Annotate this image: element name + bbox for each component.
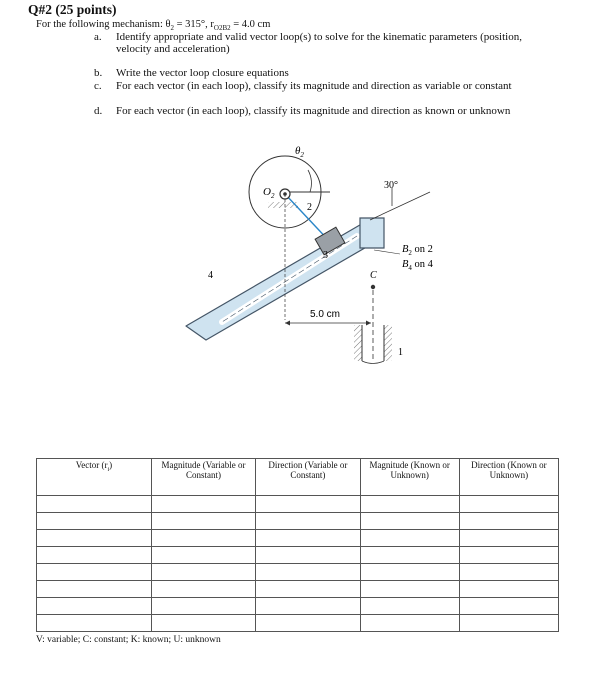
table-row	[37, 564, 559, 581]
table-cell	[360, 581, 459, 598]
question-title: Q#2 (25 points)	[28, 2, 117, 17]
table-cell	[360, 496, 459, 513]
angle-label: 30°	[384, 180, 398, 191]
point-c	[371, 285, 375, 289]
b4-label: $B_4$ on 4	[402, 259, 433, 272]
table-row	[37, 496, 559, 513]
b-leader-line	[374, 250, 400, 254]
table-cell	[256, 513, 360, 530]
table-cell	[256, 530, 360, 547]
legend-note: V: variable; C: constant; K: known; U: unknown	[36, 635, 221, 645]
intro-text-after: = 4.0 cm	[230, 19, 271, 30]
table-cell	[151, 598, 255, 615]
table-cell	[256, 496, 360, 513]
list-item	[94, 31, 556, 67]
list-item	[94, 105, 556, 130]
list-item	[94, 67, 556, 80]
task-text: For each vector (in each loop), classify its magnitude and direction as variable or constant	[116, 80, 512, 92]
table-cell	[256, 581, 360, 598]
theta-subscript: 2	[170, 24, 175, 33]
mechanism-figure	[160, 140, 460, 370]
dimension-arrow-left	[285, 321, 290, 326]
table-cell	[256, 547, 360, 564]
pivot-o2-label: $O_2$	[263, 186, 275, 200]
table-cell	[360, 530, 459, 547]
list-item	[94, 80, 556, 105]
table-row	[37, 615, 559, 632]
table-cell	[459, 496, 558, 513]
task-text: For each vector (in each loop), classify its magnitude and direction as known or unknown	[116, 105, 511, 117]
link-2-label: 2	[307, 202, 312, 213]
dimension-label: 5.0 cm	[310, 309, 341, 320]
table-cell	[256, 564, 360, 581]
table-cell	[37, 564, 152, 581]
table-row	[37, 581, 559, 598]
table-cell	[151, 547, 255, 564]
table-cell	[360, 513, 459, 530]
theta-arc-arrow	[308, 170, 311, 192]
table-cell	[459, 564, 558, 581]
table-cell	[459, 615, 558, 632]
header-magnitude-ku: Magnitude (Known or Unknown)	[360, 459, 459, 496]
theta-label: $\theta_2$	[295, 145, 304, 159]
table-cell	[459, 513, 558, 530]
link-4	[186, 222, 382, 340]
table-row	[37, 598, 559, 615]
table-cell	[459, 598, 558, 615]
link-4-arm	[360, 218, 384, 248]
list-marker: d.	[94, 105, 103, 117]
table-header-row	[37, 459, 559, 496]
table-cell	[256, 598, 360, 615]
table-cell	[37, 513, 152, 530]
table-cell	[360, 615, 459, 632]
dimension-arrow-right	[366, 321, 371, 326]
link-3-label: 3	[323, 250, 328, 261]
ground-label: 1	[398, 347, 403, 358]
table-cell	[151, 564, 255, 581]
table-cell	[151, 615, 255, 632]
table-body	[37, 496, 559, 632]
guide-bottom-curve	[362, 361, 384, 364]
list-marker: a.	[94, 31, 102, 43]
ground-guide-left	[354, 325, 362, 361]
list-marker: b.	[94, 67, 103, 79]
b2-label: $B_2$ on 2	[402, 244, 433, 257]
table-cell	[37, 581, 152, 598]
table-cell	[37, 496, 152, 513]
header-magnitude-vc: Magnitude (Variable or Constant)	[151, 459, 255, 496]
c-label: C	[370, 270, 377, 281]
table-cell	[37, 530, 152, 547]
table-row	[37, 530, 559, 547]
table-cell	[37, 598, 152, 615]
intro-text-mid: = 315°, r	[174, 19, 214, 30]
header-vector: Vector $(r_i)$	[37, 459, 152, 496]
header-direction-vc: Direction (Variable or Constant)	[256, 459, 360, 496]
table-cell	[37, 615, 152, 632]
table-cell	[459, 581, 558, 598]
table-cell	[459, 530, 558, 547]
table-cell	[151, 513, 255, 530]
table-cell	[256, 615, 360, 632]
task-list	[94, 31, 556, 130]
r-subscript: O2B2	[213, 24, 231, 33]
table-cell	[37, 547, 152, 564]
task-text: Identify appropriate and valid vector loop(s) to solve for the kinematic parameters (position, velocity and acceleration)	[116, 31, 522, 56]
list-marker: c.	[94, 80, 102, 92]
table-cell	[151, 496, 255, 513]
table-cell	[360, 598, 459, 615]
table-cell	[151, 530, 255, 547]
angle-reference-line	[370, 192, 430, 220]
ground-guide-right	[384, 325, 392, 361]
table-cell	[360, 564, 459, 581]
table-row	[37, 513, 559, 530]
table-cell	[459, 547, 558, 564]
table-cell	[360, 547, 459, 564]
vector-classification-table	[36, 458, 559, 632]
table-cell	[151, 581, 255, 598]
table-row	[37, 547, 559, 564]
task-text: Write the vector loop closure equations	[116, 67, 289, 79]
header-direction-ku: Direction (Known or Unknown)	[459, 459, 558, 496]
intro-text-before: For the following mechanism: θ	[36, 19, 171, 30]
link-4-label: 4	[208, 270, 213, 281]
